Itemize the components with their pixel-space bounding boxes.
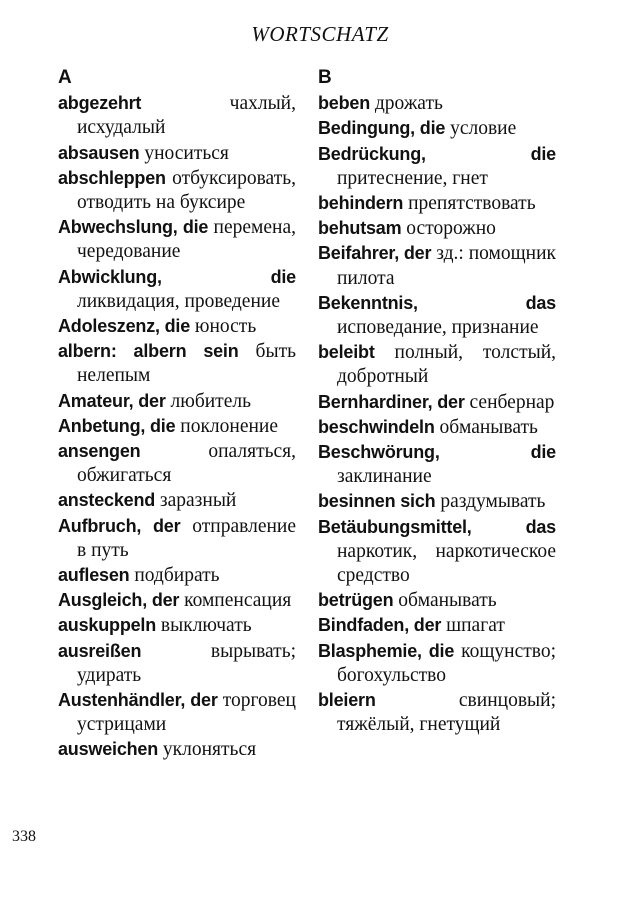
headword: absausen	[58, 142, 140, 163]
translation: юность	[194, 316, 257, 338]
headword: betrügen	[318, 590, 394, 611]
translation: перемена, чередование	[77, 217, 296, 263]
headword: beschwindeln	[318, 416, 435, 437]
dictionary-entry	[318, 515, 556, 589]
headword: bleiern	[318, 690, 376, 711]
dictionary-entry	[58, 613, 296, 638]
headword: behutsam	[318, 218, 402, 239]
translation: поклонение	[180, 415, 279, 437]
headword: albern: albern sein	[58, 341, 239, 362]
dictionary-entry	[318, 639, 556, 688]
dictionary-entry	[318, 216, 556, 241]
translation: зд.: помощник пилота	[337, 243, 556, 289]
headword: ansengen	[58, 441, 141, 462]
headword: ansteckend	[58, 490, 156, 511]
headword: Austenhändler, der	[58, 690, 218, 711]
headword: Beifahrer, der	[318, 243, 432, 264]
headword: Bekenntnis, das	[318, 292, 556, 313]
dictionary-entry	[318, 415, 556, 440]
headword: Ausgleich, der	[58, 590, 180, 611]
translation: заразный	[159, 490, 237, 512]
dictionary-entry	[318, 588, 556, 613]
page-number: 338	[12, 828, 36, 845]
translation: обманывать	[398, 590, 497, 612]
running-head: WORTSCHATZ	[251, 22, 389, 46]
translation: дрожать	[374, 93, 443, 115]
dictionary-entry	[318, 613, 556, 638]
dictionary-entry	[318, 489, 556, 514]
section-letter-b: B	[318, 67, 332, 88]
translation: кощунство; богохульство	[337, 640, 556, 686]
headword: Adoleszenz, die	[58, 316, 191, 337]
translation: компенсация	[184, 590, 292, 612]
column-b	[318, 66, 556, 737]
headword: Bernhardiner, der	[318, 391, 465, 412]
headword: beben	[318, 93, 371, 114]
headword: beleibt	[318, 342, 375, 363]
dictionary-entry	[58, 414, 296, 439]
translation: выключать	[160, 615, 252, 637]
headword: abschleppen	[58, 167, 166, 188]
translation: осторожно	[406, 218, 496, 240]
translation: чахлый, исхудалый	[77, 93, 296, 139]
translation: ликвидация, проведение	[77, 290, 280, 312]
dictionary-entry	[58, 265, 296, 314]
translation: подбирать	[134, 565, 220, 587]
dictionary-entry	[318, 241, 556, 290]
headword: Aufbruch, der	[58, 515, 181, 536]
translation: отправление в путь	[77, 515, 296, 561]
dictionary-entry	[58, 563, 296, 588]
dictionary-entry	[58, 91, 296, 140]
translation: уклоняться	[162, 739, 257, 761]
headword: auskuppeln	[58, 615, 157, 636]
dictionary-entry	[58, 514, 296, 563]
headword: Beschwörung, die	[318, 442, 556, 463]
dictionary-entry	[58, 389, 296, 414]
translation: обманывать	[439, 416, 538, 438]
dictionary-entry	[318, 142, 556, 191]
dictionary-entry	[318, 440, 556, 489]
headword: ausweichen	[58, 739, 159, 760]
headword: ausreißen	[58, 640, 142, 661]
dictionary-entry	[318, 116, 556, 141]
dictionary-entry	[318, 191, 556, 216]
dictionary-entry	[58, 588, 296, 613]
dictionary-entry	[58, 141, 296, 166]
headword: auflesen	[58, 565, 130, 586]
translation: заклинание	[337, 466, 432, 488]
translation: отбуксировать, отводить на буксире	[77, 167, 296, 214]
headword: abgezehrt	[58, 93, 142, 114]
translation: условие	[450, 118, 517, 140]
dictionary-entry	[58, 339, 296, 388]
headword: Bedingung, die	[318, 118, 446, 139]
dictionary-entry	[318, 91, 556, 116]
headword: behindern	[318, 193, 404, 214]
dictionary-entry	[318, 340, 556, 389]
dictionary-entry	[58, 737, 296, 762]
section-letter-a: A	[58, 67, 72, 88]
headword: Anbetung, die	[58, 415, 176, 436]
translation: любитель	[170, 390, 251, 412]
headword: Betäubungsmittel, das	[318, 516, 556, 537]
dictionary-entry	[58, 688, 296, 737]
dictionary-entry	[58, 215, 296, 264]
headword: Bedrückung, die	[318, 143, 556, 164]
headword: besinnen sich	[318, 491, 436, 512]
dictionary-entry	[58, 166, 296, 215]
translation: быть нелепым	[77, 341, 296, 387]
translation: исповедание, признание	[337, 317, 539, 339]
column-a	[58, 66, 296, 763]
translation: вырывать; удирать	[77, 640, 296, 686]
translation: раздумывать	[440, 491, 546, 513]
translation: наркотик, наркотическое средство	[337, 540, 556, 587]
dictionary-entry	[58, 488, 296, 513]
dictionary-entry	[318, 291, 556, 340]
translation: торговец устрицами	[77, 690, 296, 736]
translation: препятствовать	[408, 193, 536, 215]
translation: уноситься	[144, 142, 229, 164]
translation: шпагат	[446, 615, 505, 637]
headword: Bindfaden, der	[318, 615, 442, 636]
translation: полный, толстый, добротный	[337, 342, 556, 388]
translation: сенбернар	[469, 391, 555, 413]
headword: Abwechslung, die	[58, 217, 209, 238]
headword: Abwicklung, die	[58, 266, 296, 287]
translation: притеснение, гнет	[337, 167, 488, 189]
dictionary-entry	[318, 390, 556, 415]
translation: свинцовый; тяжёлый, гнетущий	[337, 690, 556, 736]
headword: Amateur, der	[58, 390, 166, 411]
translation: опаляться, обжигаться	[77, 441, 296, 487]
dictionary-entry	[58, 439, 296, 488]
dictionary-entry	[58, 314, 296, 339]
headword: Blasphemie, die	[318, 640, 455, 661]
dictionary-entry	[318, 688, 556, 737]
dictionary-entry	[58, 639, 296, 688]
